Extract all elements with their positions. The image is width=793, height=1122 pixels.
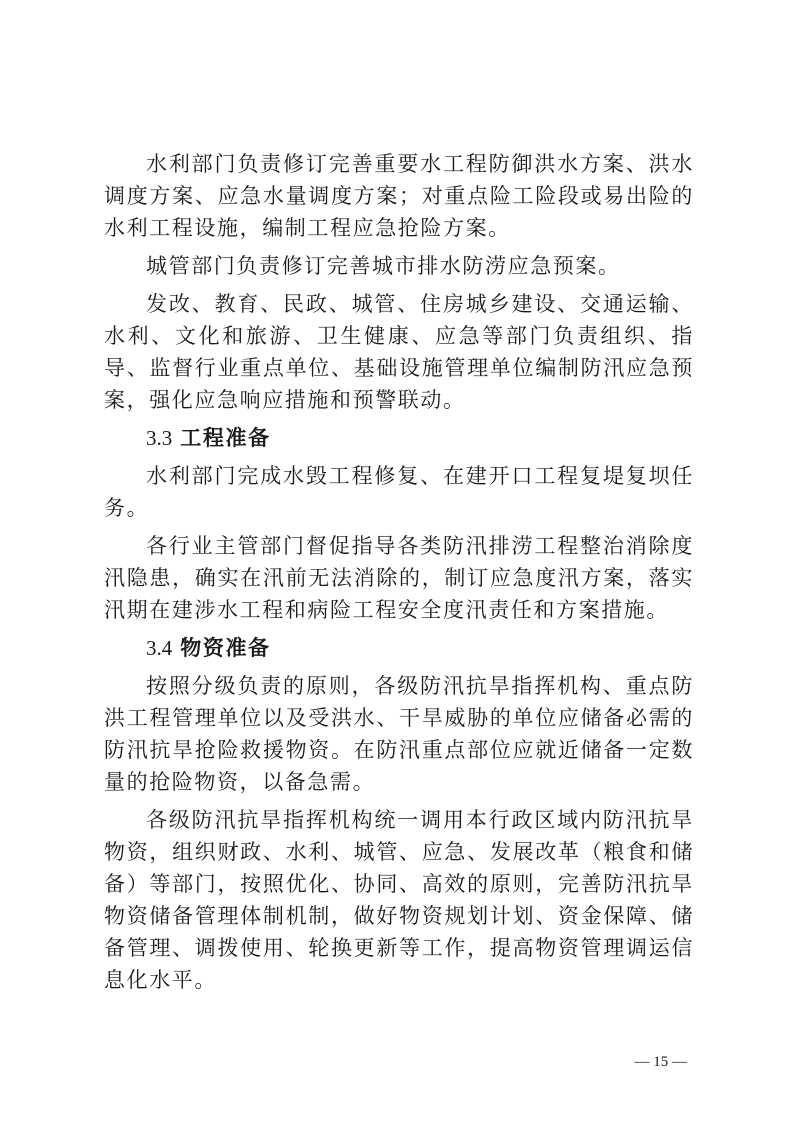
page-number: — 15 — — [634, 1054, 687, 1070]
paragraph: 水利部门负责修订完善重要水工程防御洪水方案、洪水调度方案、应急水量调度方案；对重点险工险段或易出险的水利工程设施，编制工程应急抢险方案。 — [104, 152, 694, 240]
paragraph: 按照分级负责的原则，各级防汛抗旱指挥机构、重点防洪工程管理单位以及受洪水、干旱威胁的单位应储备必需的防汛抗旱抢险救援物资。在防汛重点部位应就近储备一定数量的抢险物资，以备急需。 — [104, 674, 694, 794]
section-title: 工程准备 — [180, 426, 271, 450]
section-heading-3-4 — [104, 632, 694, 664]
paragraph: 城管部门负责修订完善城市排水防涝应急预案。 — [146, 254, 621, 278]
paragraph: 各行业主管部门督促指导各类防汛排涝工程整治消除度汛隐患，确实在汛前无法消除的，制订应急度汛方案，落实汛期在建涉水工程和病险工程安全度汛责任和方案措施。 — [104, 534, 694, 622]
section-number: 3.3 — [146, 426, 173, 450]
document-body — [104, 148, 694, 996]
paragraph: 发改、教育、民政、城管、住房城乡建设、交通运输、水利、文化和旅游、卫生健康、应急等部门负责组织、指导、监督行业重点单位、基础设施管理单位编制防汛应急预案，强化应急响应措施和预警联动。 — [104, 292, 694, 412]
section-heading-3-3 — [104, 422, 694, 454]
paragraph: 水利部门完成水毁工程修复、在建开口工程复堤复坝任务。 — [104, 464, 694, 520]
section-number: 3.4 — [146, 636, 173, 660]
section-title: 物资准备 — [180, 636, 271, 660]
paragraph: 各级防汛抗旱指挥机构统一调用本行政区域内防汛抗旱物资，组织财政、水利、城管、应急、发展改革（粮食和储备）等部门，按照优化、协同、高效的原则，完善防汛抗旱物资储备管理体制机制，做好物资规划计划、资金保障、储备管理、调拨使用、轮换更新等工作，提高物资管理调运信息化水平。 — [104, 808, 694, 992]
